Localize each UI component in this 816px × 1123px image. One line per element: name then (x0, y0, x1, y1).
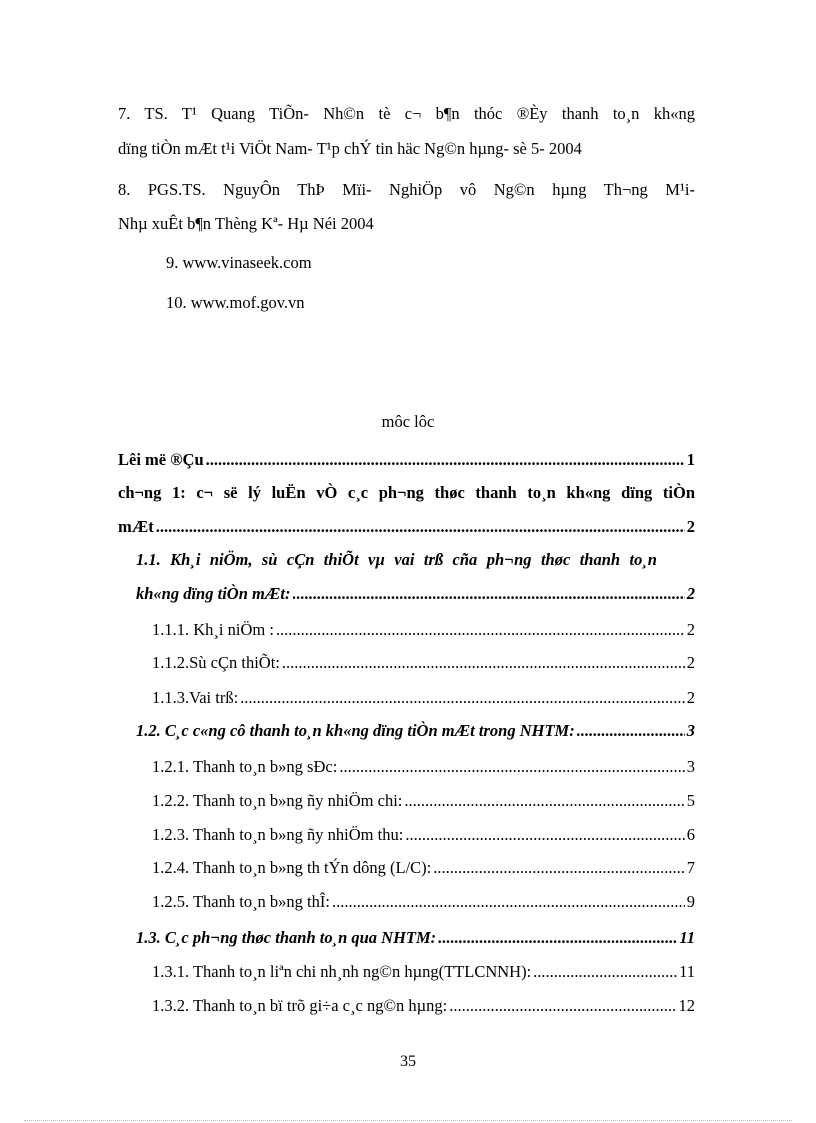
reference-7-line1: 7. TS. T¹ Quang TiÕn- Nh©n tè c¬ b¶n thóc ®Èy thanh to¸n kh«ng (118, 104, 695, 123)
toc-entry (152, 653, 695, 673)
toc-leader (293, 584, 685, 604)
toc-entry-page: 1 (686, 450, 695, 469)
toc-entry-page: 2 (686, 620, 695, 639)
toc-leader (577, 721, 685, 741)
toc-entry (152, 996, 695, 1016)
reference-8-line1: 8. PGS.TS. NguyÔn ThÞ Mïi- NghiÖp vô Ng©n hµng Th¬ng M¹i- (118, 180, 695, 199)
toc-entry (152, 688, 695, 708)
toc-entry-label: 1.3.2. Thanh to¸n bï trõ gi÷a c¸c ng©n hµng: (152, 996, 448, 1015)
toc-leader (433, 858, 684, 878)
toc-entry-page: 6 (686, 825, 695, 844)
toc-entry-label: 1.2.4. Thanh to¸n b»ng th tÝn dông (L/C): (152, 858, 432, 877)
toc-entry-page: 11 (679, 928, 695, 947)
toc-entry (136, 721, 695, 741)
toc-entry-label: 1.1.2.Sù cÇn thiÕt: (152, 653, 280, 672)
toc-entry-page: 9 (686, 892, 695, 911)
toc-leader (206, 450, 685, 470)
toc-entry (136, 584, 695, 604)
toc-entry-label: 1.2.3. Thanh to¸n b»ng ñy nhiÖm thu: (152, 825, 404, 844)
toc-entry-page: 2 (686, 584, 695, 603)
toc-entry-page: 7 (686, 858, 695, 877)
toc-entry-label: kh«ng dïng tiÒn mÆt: (136, 584, 291, 603)
toc-entry-page: 3 (686, 757, 695, 776)
toc-entry-label: 1.1.3.Vai trß: (152, 688, 239, 707)
toc-entry (152, 791, 695, 811)
toc-entry-1-1-line1: 1.1. Kh¸i niÖm, sù cÇn thiÕt vµ vai trß cña ph¬ng thøc thanh to¸n (136, 550, 657, 569)
toc-entry-label: Lêi më ®Çu (118, 450, 204, 469)
toc-leader (404, 791, 684, 811)
toc-leader (332, 892, 685, 912)
toc-entry-page: 2 (686, 653, 695, 672)
toc-entry-label: 1.1.1. Kh¸i niÖm : (152, 620, 274, 639)
toc-entry (118, 517, 695, 537)
toc-entry-page: 3 (686, 721, 695, 740)
toc-entry (152, 962, 695, 982)
toc-entry-page: 5 (686, 791, 695, 810)
reference-7-line2: dïng tiÒn mÆt t¹i ViÖt Nam- T¹p chÝ tin häc Ng©n hµng- sè 5- 2004 (118, 139, 582, 158)
toc-leader (449, 996, 676, 1016)
toc-entry-label: 1.2. C¸c c«ng cô thanh to¸n kh«ng dïng tiÒn mÆt trong NHTM: (136, 721, 575, 740)
toc-leader (405, 825, 684, 845)
toc-leader (156, 517, 685, 537)
toc-entry-label: 1.2.1. Thanh to¸n b»ng sÐc: (152, 757, 338, 776)
toc-entry (152, 620, 695, 640)
toc-entry (152, 858, 695, 878)
toc-leader (339, 757, 684, 777)
toc-entry-label: 1.2.2. Thanh to¸n b»ng ñy nhiÖm chi: (152, 791, 403, 810)
toc-entry (152, 825, 695, 845)
toc-title: môc lôc (381, 412, 435, 431)
toc-entry-chapter1-line1: ch¬ng 1: c¬ së lý luËn vÒ c¸c ph¬ng thøc thanh to¸n kh«ng dïng tiÒn (118, 483, 695, 502)
toc-entry-label: 1.3. C¸c ph¬ng thøc thanh to¸n qua NHTM: (136, 928, 437, 947)
toc-entry-label: 1.3.1. Thanh to¸n liªn chi nh¸nh ng©n hµng(TTLCNNH): (152, 962, 532, 981)
toc-entry (118, 450, 695, 470)
toc-entry-page: 2 (686, 688, 695, 707)
toc-entry-page: 11 (679, 962, 695, 981)
toc-leader (533, 962, 677, 982)
toc-entry (136, 928, 695, 948)
toc-leader (276, 620, 685, 640)
toc-entry-page: 2 (686, 517, 695, 536)
toc-entry (152, 892, 695, 912)
page-bottom-divider (24, 1120, 792, 1121)
toc-entry-label: mÆt (118, 517, 154, 536)
reference-8-line2: Nhµ xuÊt b¶n Thèng Kª- Hµ Néi 2004 (118, 214, 374, 233)
reference-10: 10. www.mof.gov.vn (166, 293, 305, 312)
toc-entry (152, 757, 695, 777)
toc-entry-page: 12 (678, 996, 695, 1015)
toc-leader (282, 653, 685, 673)
toc-leader (240, 688, 685, 708)
page-number: 35 (400, 1053, 416, 1070)
toc-leader (438, 928, 677, 948)
toc-entry-label: 1.2.5. Thanh to¸n b»ng thÎ: (152, 892, 330, 911)
reference-9: 9. www.vinaseek.com (166, 253, 312, 272)
